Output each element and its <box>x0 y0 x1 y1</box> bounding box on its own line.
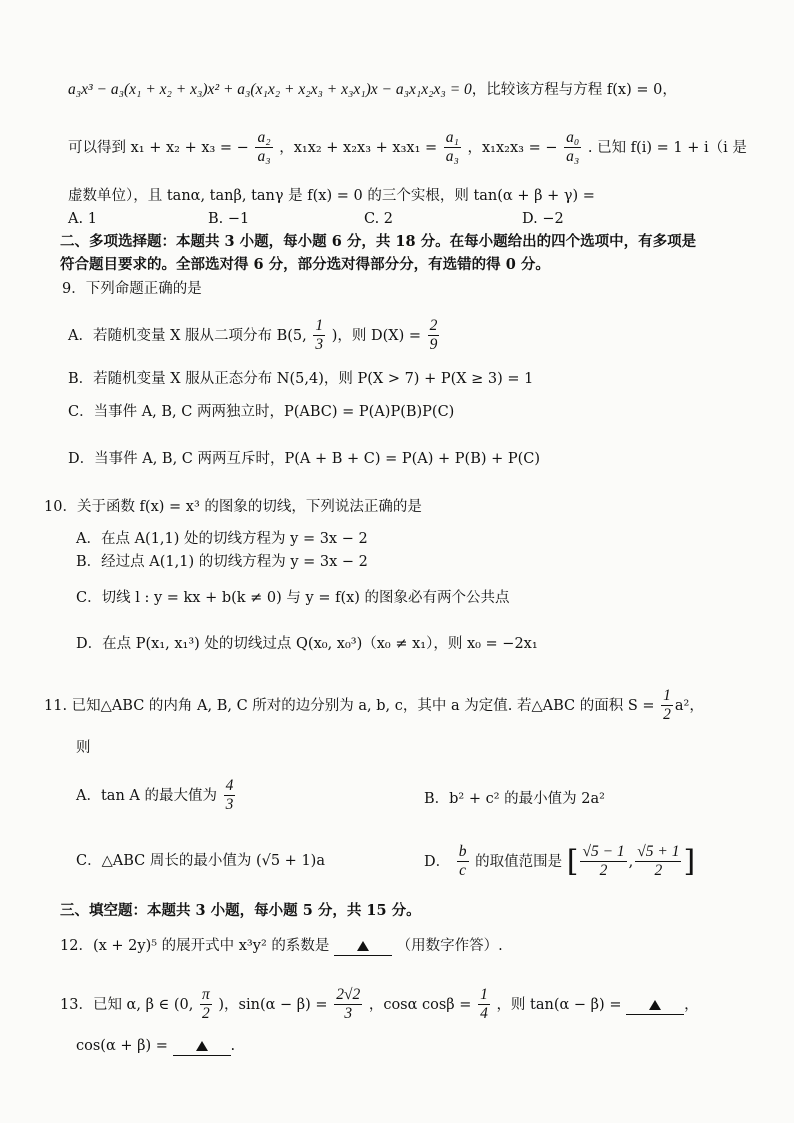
section2-heading: 二、多项选择题：本题共 3 小题，每小题 6 分，共 18 分。在每小题给出的四个选项中，有多项是 <box>60 233 697 250</box>
q8-fraction-a0-a3: $\frac{\text{a₀}}{\text{a₃}}$ <box>566 129 580 166</box>
q9-option-b: B．若随机变量 X 服从正态分布 N(5,4)，则 P(X > 7) + P(X ≥ 3) = 1 <box>68 371 534 387</box>
q11-d-lower-bound: $\frac{√5 - 1}{2}$ <box>582 842 625 880</box>
section3-heading: 三、填空题：本题共 3 小题，每小题 5 分，共 15 分。 <box>60 902 421 919</box>
q8-line2-tail: . 已知 f(i) = 1 + i（i 是 <box>587 139 747 156</box>
q13-cos-answer-blank[interactable] <box>173 1037 231 1056</box>
q11-then: 则 <box>76 740 91 756</box>
q13-fraction-pi-over-two: $\frac{\pi}{2}$ <box>202 986 210 1023</box>
q13-stem: 13．已知 α, β ∈ (0, $\frac{\pi}{2}$ )，sin(α − β) = $\frac{2√2}{3}$ ，cosα cosβ = $\frac{1}{4}$ ，则 tan(α − β) = ， <box>60 986 699 1023</box>
q8-fraction-a2-a3: $\frac{\text{a₂}}{\text{a₃}}$ <box>257 129 271 166</box>
q11-stem-tail: a²， <box>674 697 704 714</box>
q8-option-b: B. −1 <box>208 211 250 227</box>
q13-line2: cos(α + β) = . <box>76 1037 235 1056</box>
q11-a-fraction-four-thirds: $\frac{4}{3}$ <box>225 777 234 814</box>
q11-d-label: D． <box>424 853 451 870</box>
q8-vieta-line <box>68 130 747 166</box>
q10-option-c: C．切线 l : y = kx + b(k ≠ 0) 与 y = f(x) 的图象必有两个公共点 <box>76 590 510 606</box>
q9-a-fraction-two-ninths: $\frac{2}{9}$ <box>429 317 438 354</box>
q13-fraction-one-quarter: $\frac{1}{4}$ <box>480 986 488 1023</box>
q8-option-c: C. 2 <box>364 211 394 227</box>
q13-tan-answer-blank[interactable] <box>626 996 684 1015</box>
q8-cubic-expansion: a₃x³ − a₃(x₁ + x₂ + x₃)x² + a₃(x₁x₂ + x₂x₃ + x₃x₁)x − a₃x₁x₂x₃ = 0 <box>68 81 472 98</box>
q8-equation-line <box>68 80 677 99</box>
q11-d-upper-bound: $\frac{√5 + 1}{2}$ <box>637 842 680 880</box>
q9-a-text: A．若随机变量 X 服从二项分布 B(5, <box>68 327 307 344</box>
q11-d-fraction-b-over-c: $\frac{b}{c}$ <box>458 842 467 880</box>
q11-d-text: 的取值范围是 <box>475 853 563 870</box>
q9-a-fraction-one-third: $\frac{1}{3}$ <box>315 317 324 354</box>
q11-option-c: C．△ABC 周长的最小值为 (√5 + 1)a <box>76 853 325 869</box>
q8-option-d: D. −2 <box>522 211 564 227</box>
triangle-icon <box>357 941 369 951</box>
q8-condition-line: 虚数单位），且 tanα, tanβ, tanγ 是 f(x) = 0 的三个实根，则 tan(α + β + γ) = <box>68 188 595 204</box>
q8-line2-mid2: ，x₁x₂x₃ = − <box>467 139 558 156</box>
q12-stem <box>60 937 503 956</box>
q10-option-a: A．在点 A(1,1) 处的切线方程为 y = 3x − 2 <box>76 531 368 547</box>
q8-line2-pre: 可以得到 x₁ + x₂ + x₃ = − <box>68 139 249 156</box>
q11-d-right-bracket: ] <box>683 844 696 879</box>
q10-option-b: B．经过点 A(1,1) 的切线方程为 y = 3x − 2 <box>76 554 368 570</box>
q10-option-d: D．在点 P(x₁, x₁³) 处的切线过点 Q(x₀, x₀³)（x₀ ≠ x₁），则 x₀ = −2x₁ <box>76 636 538 652</box>
q13-text-pre: 13．已知 α, β ∈ (0, <box>60 996 194 1013</box>
q11-option-b: B．b² + c² 的最小值为 2a² <box>424 791 605 807</box>
q10-stem: 10．关于函数 f(x) = x³ 的图象的切线，下列说法正确的是 <box>44 499 422 515</box>
q13-text-sin: )，sin(α − β) = <box>218 996 328 1013</box>
triangle-icon <box>196 1041 208 1051</box>
q8-line1-tail: ，比较该方程与方程 f(x) = 0， <box>471 82 677 98</box>
q11-option-d: D． $\frac{b}{c}$ 的取值范围是 [ $\frac{√5 - 1}{2}$ , $\frac{√5 + 1}{2}$ ] <box>424 842 696 880</box>
section2-instructions: 符合题目要求的。全部选对得 6 分，部分选对得部分分，有选错的得 0 分。 <box>60 256 550 273</box>
q13-fraction-two-root-two-thirds: $\frac{2√2}{3}$ <box>336 986 361 1023</box>
triangle-icon <box>649 1000 661 1010</box>
q11-fraction-one-half: $\frac{1}{2}$ <box>663 687 671 724</box>
q12-text: 12．(x + 2y)⁵ 的展开式中 x³y² 的系数是 <box>60 938 330 954</box>
q9-a-mid: )，则 D(X) = <box>331 327 422 344</box>
q11-a-text: A．tan A 的最大值为 <box>76 787 217 804</box>
q9-option-c: C．当事件 A, B, C 两两独立时，P(ABC) = P(A)P(B)P(C) <box>68 404 455 420</box>
q12-answer-blank[interactable] <box>334 937 392 956</box>
q11-d-left-bracket: [ <box>566 844 579 879</box>
q9-option-a <box>68 318 441 354</box>
q9-option-d: D．当事件 A, B, C 两两互斥时，P(A + B + C) = P(A) + P(B) + P(C) <box>68 451 541 467</box>
q12-tail: （用数字作答）. <box>396 938 503 954</box>
q11-stem-text: 11. 已知△ABC 的内角 A, B, C 所对的边分别为 a, b, c，其中 a 为定值. 若△ABC 的面积 S = <box>44 697 655 714</box>
q13-text-tan: ，则 tan(α − β) = <box>496 996 622 1013</box>
q8-fraction-a1-a3: $\frac{\text{a₁}}{\text{a₃}}$ <box>445 129 459 166</box>
q13-text-cos: ，cosα cosβ = <box>368 996 472 1013</box>
q8-option-a: A. 1 <box>68 211 97 227</box>
q13-cos-sum-text: cos(α + β) = <box>76 1038 168 1054</box>
q9-stem: 9．下列命题正确的是 <box>62 281 202 297</box>
q11-option-a <box>76 778 237 814</box>
q8-line2-mid: ，x₁x₂ + x₂x₃ + x₃x₁ = <box>279 139 438 156</box>
q11-stem <box>44 688 704 724</box>
